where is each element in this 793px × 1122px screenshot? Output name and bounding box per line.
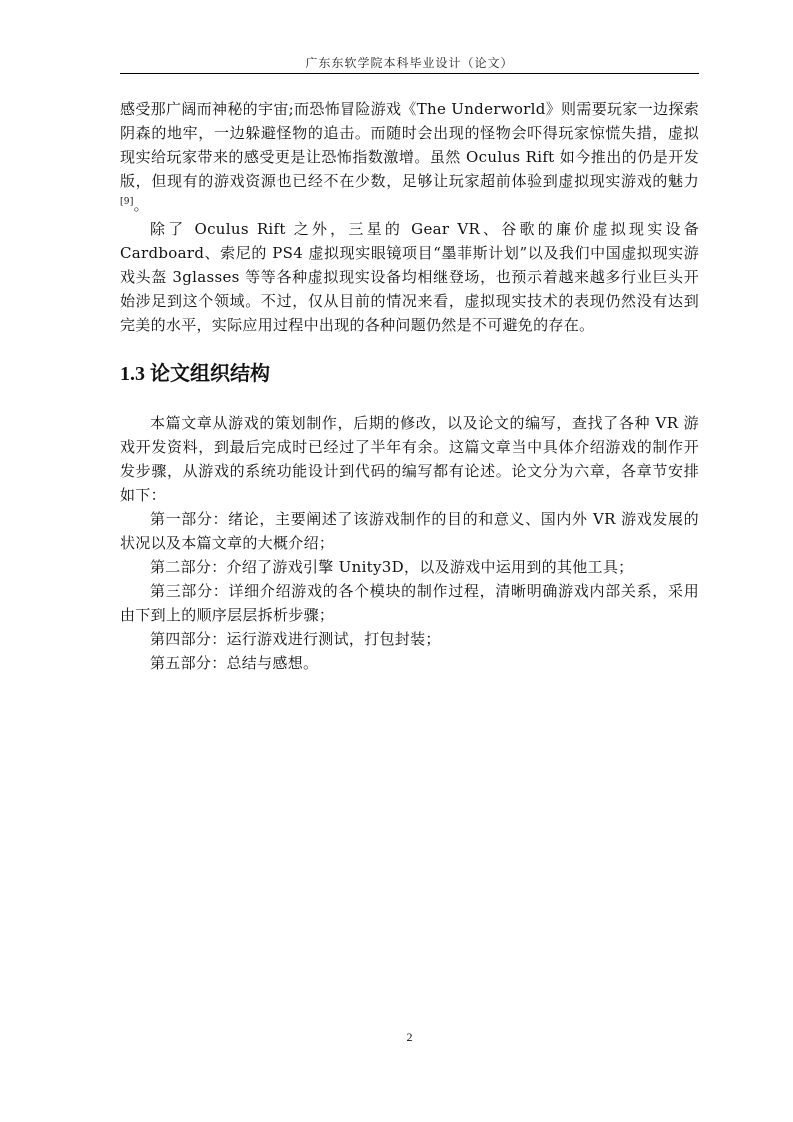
intro-paragraph-1-end: 。 xyxy=(133,196,149,214)
intro-paragraph-2: 除了 Oculus Rift 之外，三星的 Gear VR、谷歌的廉价虚拟现实设备 Cardboard、索尼的 PS4 虚拟现实眼镜项目“墨菲斯计划”以及我们中国虚拟现实游戏头盔 3glasses 等等各种虚拟现实设备均相继登场，也预示着越来越多行业巨头开始涉足到这个领域。不过，仅从目前的情况来看，虚拟现实技术的表现仍然没有达到完美的水平，实际应用过程中出现的各种问题仍然是不可避免的存在。 xyxy=(120,220,699,334)
header-rule xyxy=(120,73,699,74)
section-paragraph-1: 本篇文章从游戏的策划制作，后期的修改，以及论文的编写，查找了各种 VR 游戏开发资料，到最后完成时已经过了半年有余。这篇文章当中具体介绍游戏的制作开发步骤，从游戏的系统功能设计到代码的编写都有论述。论文分为六章，各章节安排如下： xyxy=(120,414,699,504)
section-heading: 1.3 论文组织结构 xyxy=(120,363,270,385)
page-number: 2 xyxy=(406,1030,413,1044)
citation-marker: [9] xyxy=(120,197,134,207)
part-item-4: 第四部分：运行游戏进行测试，打包封装； xyxy=(150,630,441,648)
part-item-5: 第五部分：总结与感想。 xyxy=(150,654,319,672)
page-body xyxy=(120,97,699,675)
intro-paragraph-1-text: 感受那广阔而神秘的宇宙;而恐怖冒险游戏《The Underworld》则需要玩家一边探索阴森的地牢，一边躲避怪物的追击。而随时会出现的怪物会吓得玩家惊慌失措，虚拟现实给玩家带来的感受更是让恐怖指数激增。虽然 Oculus Rift 如今推出的仍是开发版，但现有的游戏资源也已经不在少数，足够让玩家超前体验到虚拟现实游戏的魅力 xyxy=(120,100,699,190)
part-item-2: 第二部分：介绍了游戏引擎 Unity3D，以及游戏中运用到的其他工具； xyxy=(150,558,634,576)
part-item-3: 第三部分：详细介绍游戏的各个模块的制作过程，清晰明确游戏内部关系，采用由下到上的顺序层层拆析步骤； xyxy=(120,582,699,624)
part-item-1: 第一部分：绪论，主要阐述了该游戏制作的目的和意义、国内外 VR 游戏发展的状况以及本篇文章的大概介绍； xyxy=(120,510,699,552)
page-header: 广东东软学院本科毕业设计（论文） xyxy=(305,56,514,70)
intro-paragraph-1 xyxy=(120,97,699,217)
